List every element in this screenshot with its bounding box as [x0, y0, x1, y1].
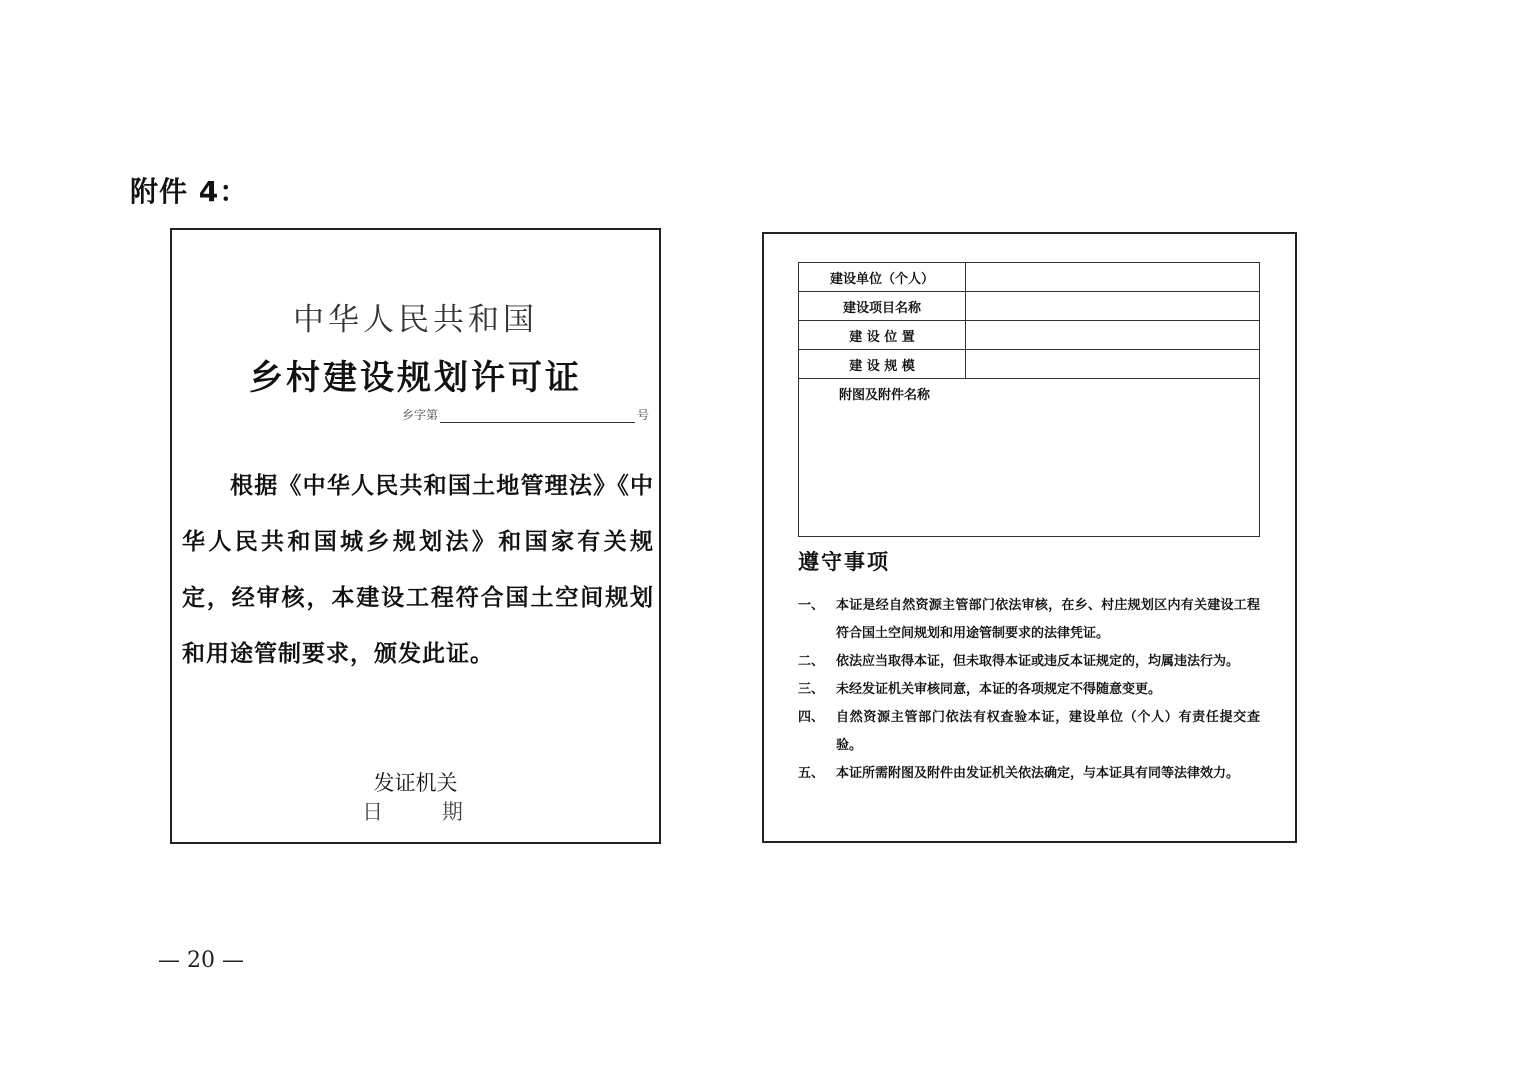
row-label-location: 建 设 位 置	[799, 321, 966, 350]
certificate-body-text: 根据《中华人民共和国土地管理法》《中华人民共和国城乡规划法》和国家有关规定，经审核，本建设工程符合国土空间规划和用途管制要求，颁发此证。	[182, 473, 654, 667]
attachments-cell	[799, 379, 1260, 537]
list-item	[798, 592, 1260, 648]
page-number: — 20 —	[158, 948, 244, 973]
certificate-title: 乡村建设规划许可证	[249, 358, 582, 398]
serial-number-row	[402, 406, 649, 423]
attachments-label: 附图及附件名称	[839, 388, 931, 403]
row-value-scale	[966, 350, 1260, 379]
notice-text: 未经发证机关审核同意，本证的各项规定不得随意变更。	[836, 682, 1162, 697]
country-name: 中华人民共和国	[293, 302, 538, 338]
table-row	[799, 379, 1260, 537]
table-row	[799, 350, 1260, 379]
serial-prefix: 乡字第	[401, 408, 438, 422]
table-row	[799, 321, 1260, 350]
notice-number: 五、	[798, 766, 825, 781]
notice-text: 依法应当取得本证，但未取得本证或违反本证规定的，均属违法行为。	[836, 654, 1240, 669]
notice-text: 本证是经自然资源主管部门依法审核，在乡、村庄规划区内有关建设工程符合国土空间规划和用途管制要求的法律凭证。	[836, 598, 1260, 641]
notice-number: 四、	[798, 710, 825, 725]
notice-number: 二、	[798, 654, 825, 669]
notice-number: 一、	[798, 598, 825, 613]
list-item	[798, 676, 1260, 704]
notices-title: 遵守事项	[798, 550, 890, 574]
list-item	[798, 704, 1260, 760]
row-value-project-name	[966, 292, 1260, 321]
issuing-authority-label: 发证机关	[373, 771, 458, 795]
row-label-project-name: 建设项目名称	[799, 292, 966, 321]
issue-date-label: 日 期	[362, 800, 489, 824]
row-value-builder	[966, 263, 1260, 292]
row-value-location	[966, 321, 1260, 350]
table-row	[799, 263, 1260, 292]
serial-number-blank	[440, 408, 635, 423]
certificate-front-panel	[170, 228, 661, 844]
notice-text: 本证所需附图及附件由发证机关依法确定，与本证具有同等法律效力。	[836, 766, 1240, 781]
serial-suffix: 号	[636, 408, 649, 422]
list-item	[798, 648, 1260, 676]
list-item	[798, 760, 1260, 788]
row-label-scale: 建 设 规 模	[799, 350, 966, 379]
attachment-label: 附件 4：	[130, 175, 249, 208]
row-label-builder: 建设单位（个人）	[799, 263, 966, 292]
notice-text: 自然资源主管部门依法有权查验本证，建设单位（个人）有责任提交查验。	[836, 710, 1260, 753]
table-row	[799, 292, 1260, 321]
notice-number: 三、	[798, 682, 825, 697]
project-info-table	[798, 262, 1260, 537]
certificate-back-panel	[762, 232, 1297, 843]
notices-list	[798, 592, 1260, 788]
